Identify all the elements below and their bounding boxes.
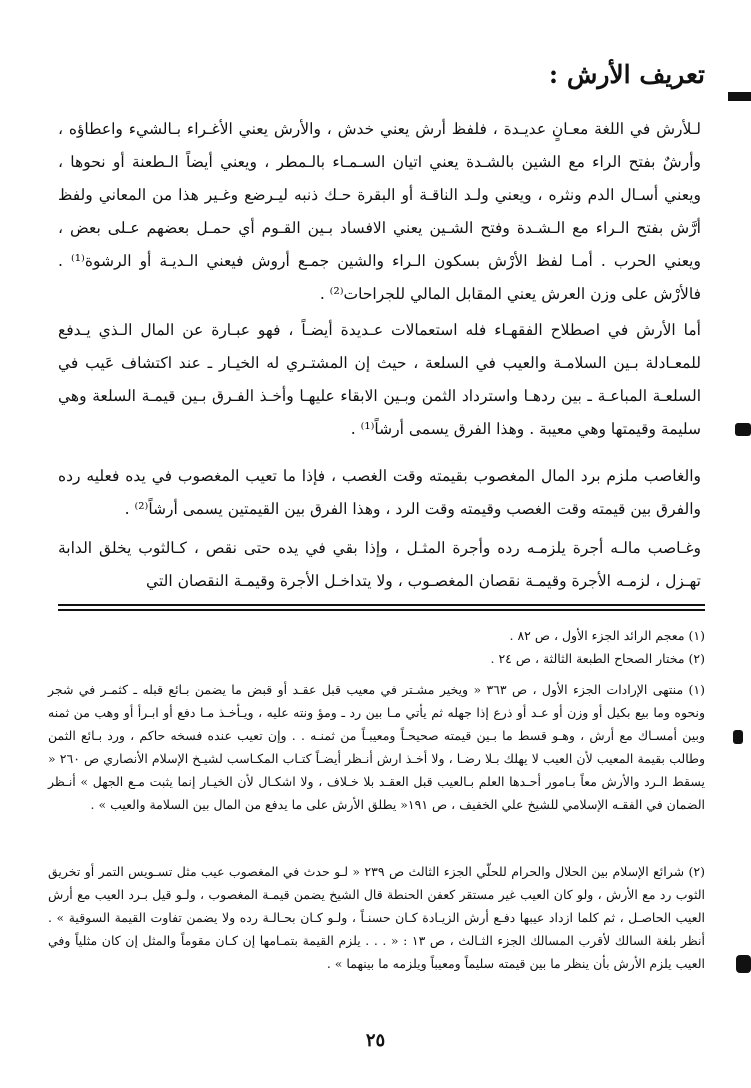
paragraph-jurisprudence-meaning: أما الأرش في اصطلاح الفقهـاء فله استعمالات عـديدة أيضـاً ، فهو عبـارة عن المال الـذي يـدفع للمعـادلة بـين السلامـة والعيب في السلعة ، حيث إن المشتـري له الخيـار ـ عند اكتشاف عَيب في السلعـة المباعـة ـ بين ردهـا واسترداد الثمن وبـين الابقاء عليهـا وأخـذ الفـرق بـين قيمـة السلعة وهي سليمة وقيمتها وهي معيبة . وهذا الفرق يسمى أرشاً⁽¹⁾ .: [58, 321, 701, 438]
paragraph-usurped-wage: وغـاصب مالـه أجرة يلزمـه رده وأجرة المثـل ، وإذا بقي في يده حتى نقص ، كـالثوب يخلق الدابة تهـزل ، لزمـه الأجرة وقيمـة نقصان المغصـوب ، ولا يتداخـل الأجرة وقيمـة النقصان التي: [58, 539, 701, 590]
paragraph-linguistic-meaning: لـلأرش في اللغة معـانٍ عديـدة ، فلفظ أرش يعني خدش ، والأرش يعني الأغـراء بـالشيء واعطاؤه ، وأرشٌ بفتح الراء مع الشين بالشـدة يعني اتيان السـمـاء بالـمطر ، ويعني أيضاً الـطعنة أو نحوها ، ويعني أسـال الدم ونثره ، ويعني ولـد الناقـة أو البقرة حـك ذنبه ليـرضع وغـير هذا من المعاني ولفظ أرَّش بفتح الـراء مع الـشـدة وفتح الشـين يعني الافساد بـين القـوم أي حمـل بعضهم عـلى بعض ، ويعني الحرب . أمـا لفظ الأرْش بسكون الـراء والشين جمـع أروش فيعني الـديـة أو الرشوة⁽¹⁾ . فالأرْش على وزن العرش يعني المقابل المالي للجراحات⁽²⁾ .: [58, 120, 701, 303]
footnote: (١) منتهى الإرادات الجزء الأول ، ص ٣٦٣ « ويخير مشـتر في معيب قبل عقـد أو قبض ما يضمن بـائع قبله ـ كثمـر في شجر ونحوه وما بيع بكيل أو وزن أو عـد أو ذرع إذا جهله ثم يأتي مـا بين رد ـ ومؤ ونته عليه ، ويـأخـذ مـا دفع أو ابـرأ أو وهب من ثمنه وبين أمسـاك مع أرش ، وهـو قسط ما بـين قيمته صحيحـاً ومعيبـاً من ثمنـه . . وإن تعيب عنده فسخه حاكم ، ورد بـائع الثمن وطالب بقيمة المعيب لأن العيب لا يهلك بـلا رضـا ، ولا أخـذ ارش أنـظر أيضـاً كتـاب المكـاسب لشيـخ الإسلام الأنصاري ص ٢٦٠ « يسقط الـرد والأرش معاً بـامور أحـدها العلم بـالعيب قبل العقـد بلا خـلاف ، ولا اشكـال لأن الخيـار إنما يثبت مـع الجهل » أنـظر الضمان في الفقـه الإسلامي للشيخ علي الخفيف ، ص ١٩١« يطلق الأرش على ما يدفع من المال بين السلامة والعيب » .: [48, 682, 705, 812]
edge-mark: [735, 423, 751, 436]
footnote-divider: [58, 604, 705, 606]
footnote: (٢) مختار الصحاح الطبعة الثالثة ، ص ٢٤ .: [490, 651, 705, 666]
footnote: (١) معجم الرائد الجزء الأول ، ص ٨٢ .: [509, 628, 705, 643]
footnote-divider: [58, 609, 705, 611]
edge-mark: [728, 92, 751, 101]
section-heading: تعريف الأرش :: [548, 60, 705, 89]
footnote: (٢) شرائع الإسلام بين الحلال والحرام للحلّي الجزء الثالث ص ٢٣٩ « لـو حدث في المغصوب عيب مثل تسـويس التمر أو تخريق الثوب رد مع الأرش ، ولو كان العيب غير مستقر كعفن الحنطة قال الشيخ يضمن قيمـة المغصوب ، ولـو قيل بـرد العيب مع أرش العيب الحاصـل ، ثم كلما ازداد عيبها دفـع أرش الزيـادة كـان حسنـاً ، ولـو كـان بحـالـة رده ولا يضمن تفاوت القيمة السوقية » . أنظر بلغة السالك لأقرب المسالك الجزء الثـالث ، ص ١٣ : « . . . يلزم القيمة بتمـامها إن كـان مقوماً والمثل إن كان مثلياً وفي العيب يلزم الأرش بأن ينظر ما بين قيمته سليماً ومعيباً ويلزمه ما بينهما » .: [48, 864, 705, 971]
edge-mark: [736, 955, 751, 973]
page-number: ٢٥: [365, 1030, 386, 1051]
edge-mark: [733, 730, 743, 744]
paragraph-usurper: والغاصب ملزم برد المال المغصوب بقيمته وقت الغصب ، فإذا ما تعيب المغصوب في يده فعليه رده والفرق بين قيمته وقت الغصب وقيمته وقت الرد ، وهذا الفرق بين القيمتين يسمى أرشاً⁽²⁾ .: [58, 467, 701, 518]
